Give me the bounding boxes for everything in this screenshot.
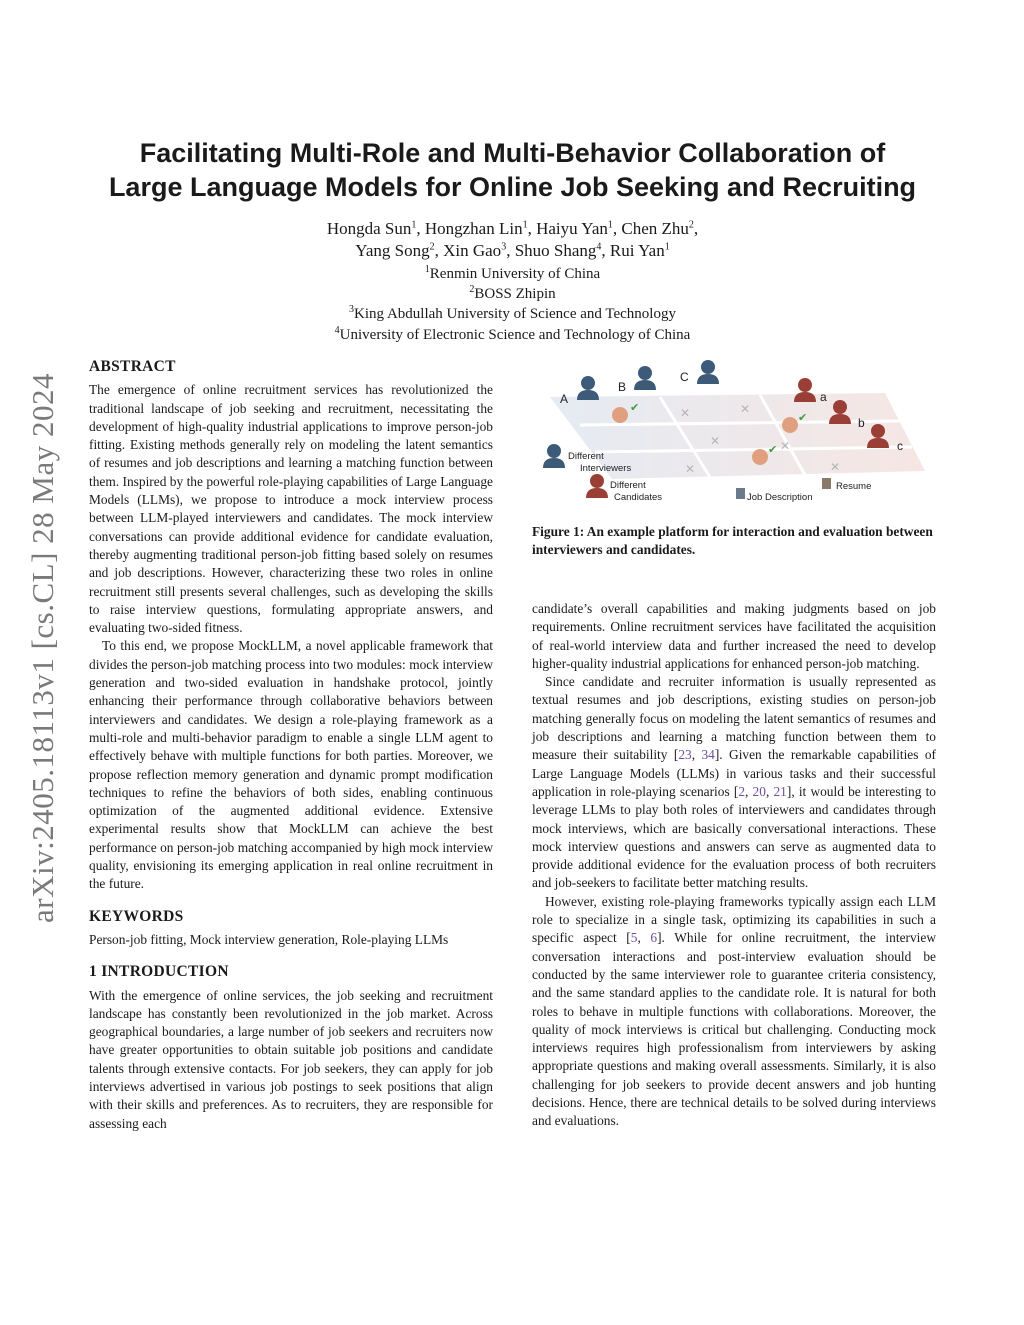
abstract-heading: ABSTRACT <box>89 358 176 375</box>
text-run: , <box>745 783 753 799</box>
text-run: , <box>637 930 651 946</box>
affiliation-mark: 2 <box>469 284 475 296</box>
figure-1-caption: Figure 1: An example platform for interaction and evaluation between interviewers and candidates. <box>532 524 933 558</box>
left-column <box>89 358 493 1133</box>
affiliation <box>90 325 935 345</box>
author-affiliation-mark: 2 <box>688 219 694 231</box>
affiliation-mark: 4 <box>334 324 340 336</box>
text-run: ]. While for online recruitment, the interview conversation interactions and post-interview evaluation should be conducted by the same interviewer role to guarantee criteria consistency, and the same standard applies to the candidate role. It is natural for both roles to behave in multiple functions with collaborations. Moreover, the quality of mock interviews is critical but challenging. Conducting mock interviews requires high professionalism from interviewers by asking appropriate questions and making overall assessments. Similarly, it is also challenging for job seekers to provide decent answers and job hunting decisions. Hence, there are technical details to be solved during interviews and evaluations. <box>532 930 936 1129</box>
author: Chen Zhu <box>621 219 689 238</box>
affiliation <box>90 304 935 324</box>
figure-1-illustration <box>540 355 935 515</box>
citation-link[interactable]: 2 <box>738 783 746 799</box>
citation-link[interactable]: 20 <box>752 783 766 799</box>
citation-link[interactable]: 34 <box>701 747 715 763</box>
resume-icon <box>822 478 831 489</box>
svg-text:✔: ✔ <box>630 401 640 414</box>
citation-link[interactable]: 6 <box>650 930 658 946</box>
affiliation-name: BOSS Zhipin <box>474 286 556 303</box>
text-run: ]. Given the remarkable capabilities of Large Language Models (LLMs) in various tasks and their successful application in role-playing scenarios [ <box>532 747 936 799</box>
introduction-heading: 1 INTRODUCTION <box>89 963 229 981</box>
author-affiliation-mark: 3 <box>501 241 507 253</box>
author: Hongzhan Lin <box>424 219 523 238</box>
author: Xin Gao <box>443 241 502 260</box>
abstract-paragraph-1: The emergence of online recruitment services has revolutionized the traditional landscape of job seeking and recruitment, necessitating the development of high-quality industrial applications to improve person-job fitting. Existing methods generally rely on modeling the latent semantics of resumes and job descriptions and learning a matching function between them. Inspired by the powerful role-playing capabilities of Large Language Models (LLMs), we propose to introduce a mock interview process between LLM-played interviewers and candidates. The mock interview conversations can provide additional evidence for candidate evaluation, thereby augmenting traditional person-job fitting based solely on resumes and job descriptions. However, characterizing these two roles in online recruitment still presents several challenges, such as developing the skills to raise interview questions, formulating appropriate answers, and evaluating two-sided fitness. <box>89 382 493 636</box>
legend-candidates-line1: Different <box>610 480 646 491</box>
interviewer-avatar-icon <box>577 376 599 400</box>
introduction-paragraph-3 <box>532 893 936 1131</box>
author: Haiyu Yan <box>536 219 608 238</box>
interviewer-avatar-icon <box>634 366 656 390</box>
mismatch-cross-icon: ✕ <box>740 402 751 416</box>
title-line-2: Large Language Models for Online Job Seeking and Recruiting <box>108 172 917 202</box>
author-affiliation-mark: 1 <box>522 219 528 231</box>
author-separator: , <box>416 219 425 238</box>
candidate-label-b: b <box>858 416 865 430</box>
affiliation-name: King Abdullah University of Science and Technology <box>354 306 676 323</box>
author-separator: , <box>506 241 515 260</box>
svg-text:✔: ✔ <box>768 443 778 456</box>
keywords-text: Person-job fitting, Mock interview generation, Role-playing LLMs <box>89 931 449 947</box>
legend-candidates-line2: Candidates <box>614 492 663 503</box>
author-affiliation-mark: 1 <box>664 241 670 253</box>
affiliation-list <box>90 264 935 345</box>
author-separator: , <box>601 241 610 260</box>
author-separator: , <box>434 241 444 260</box>
author-line-1 <box>90 218 935 240</box>
arxiv-identifier <box>8 345 78 950</box>
author: Rui Yan <box>609 241 665 260</box>
author-affiliation-mark: 1 <box>411 219 417 231</box>
text-run: , <box>765 783 774 799</box>
author-affiliation-mark: 2 <box>429 241 435 253</box>
mismatch-cross-icon: ✕ <box>685 462 696 476</box>
introduction-paragraph-1-continued: candidate’s overall capabilities and making judgments based on job requirements. Online recruitment services have facilitated the acquisition of real-world interview data and further increased the need to develop higher-quality industrial applications for enhanced person-job matching. <box>532 601 936 671</box>
arxiv-identifier-text: arXiv:2405.18113v1 [cs.CL] 28 May 2024 <box>25 372 60 923</box>
svg-text:✔: ✔ <box>798 411 808 424</box>
mismatch-cross-icon: ✕ <box>830 460 841 474</box>
interviewer-label-c: C <box>680 370 689 384</box>
affiliation <box>90 264 935 284</box>
text-run: Since candidate and recruiter information is usually represented as textual resumes and job descriptions, existing studies on person-job matching generally focus on modeling the latent semantics of resumes and job descriptions and learning a matching function between them to measure their suitability [ <box>532 674 936 763</box>
legend-candidates-icon <box>586 474 608 498</box>
legend-interviewers-line2: Interviewers <box>580 463 632 474</box>
candidate-label-c: c <box>897 439 903 453</box>
title-line-1: Facilitating Multi-Role and Multi-Behavior Collaboration of <box>139 138 886 168</box>
interviewer-avatar-icon <box>697 360 719 384</box>
legend-interviewers-line1: Different <box>568 451 604 462</box>
author-separator: , <box>693 219 699 238</box>
right-column <box>532 600 936 1131</box>
introduction-paragraph-2 <box>532 673 936 893</box>
author: Yang Song <box>355 241 430 260</box>
author-separator: , <box>612 219 622 238</box>
legend-resume: Resume <box>836 481 872 492</box>
abstract-paragraph-2: To this end, we propose MockLLM, a novel applicable framework that divides the person-job matching process into two modules: mock interview generation and two-sided evaluation in handshake protocol, jointly enhancing their performance through collaborative behaviors between interviewers and candidates. We design a role-playing framework as a multi-role and multi-behavior paradigm to enable a single LLM agent to effectively behave with multiple functions for both parties. Moreover, we propose reflection memory generation and dynamic prompt modification techniques to refine the behaviors of both sides, enabling continuous optimization of the augmented additional evidence. Extensive experimental results show that MockLLM can achieve the best performance on person-job matching accompanied by high mock interview quality, envisioning its emerging application in real online recruitment in the future. <box>89 638 493 892</box>
keywords-heading: KEYWORDS <box>89 907 184 925</box>
candidate-label-a: a <box>820 390 827 404</box>
interviewer-label-a: A <box>560 392 569 406</box>
author: Shuo Shang <box>514 241 597 260</box>
paper-title <box>90 136 935 204</box>
author: Hongda Sun <box>326 219 412 238</box>
candidate-avatar-icon <box>794 378 816 402</box>
text-run: , <box>691 747 702 763</box>
author-separator: , <box>527 219 537 238</box>
citation-link[interactable]: 21 <box>773 783 787 799</box>
affiliation-mark: 3 <box>349 304 355 316</box>
text-run: However, existing role-playing frameworks typically assign each LLM role to specialize in a single task, optimizing its capabilities in such a specific aspect [ <box>532 893 936 946</box>
text-run: ], it would be interesting to leverage LLMs to play both roles of interviewers and candidates through mock interviews, which are basically conversational interactions. These mock interview questions and answers can serve as augmented data to provide additional evidence for the evaluation process of both recruiters and job-seekers to facilitate better matching results. <box>532 783 937 891</box>
introduction-paragraph-1: With the emergence of online services, the job seeking and recruitment landscape has constantly been revolutionized in the job market. Across geographical boundaries, a large number of job seekers and recruiters now have greater opportunities to obtain suitable job positions and candidate talents through extensive contacts. For job seekers, they can apply for job interviews advertised in various job postings to seek positions that align with their skills and preferences. As to recruiters, they are responsible for assessing each <box>89 987 493 1131</box>
job-description-icon <box>736 488 745 499</box>
legend-interviewers-icon <box>543 444 565 468</box>
affiliation-name: University of Electronic Science and Technology of China <box>339 326 691 343</box>
author-affiliation-mark: 1 <box>607 219 613 231</box>
mismatch-cross-icon: ✕ <box>680 406 691 420</box>
interviewer-label-b: B <box>618 380 627 394</box>
mismatch-cross-icon: ✕ <box>780 439 791 453</box>
affiliation-mark: 1 <box>424 264 430 275</box>
affiliation <box>90 284 935 304</box>
author-line-2 <box>90 240 935 262</box>
author-affiliation-mark: 4 <box>596 241 602 253</box>
citation-link[interactable]: 5 <box>630 930 638 946</box>
author-list <box>90 218 935 262</box>
citation-link[interactable]: 23 <box>678 747 692 763</box>
legend-job-description: Job Description <box>747 492 813 503</box>
affiliation-name: Renmin University of China <box>429 266 601 282</box>
mismatch-cross-icon: ✕ <box>710 434 721 448</box>
